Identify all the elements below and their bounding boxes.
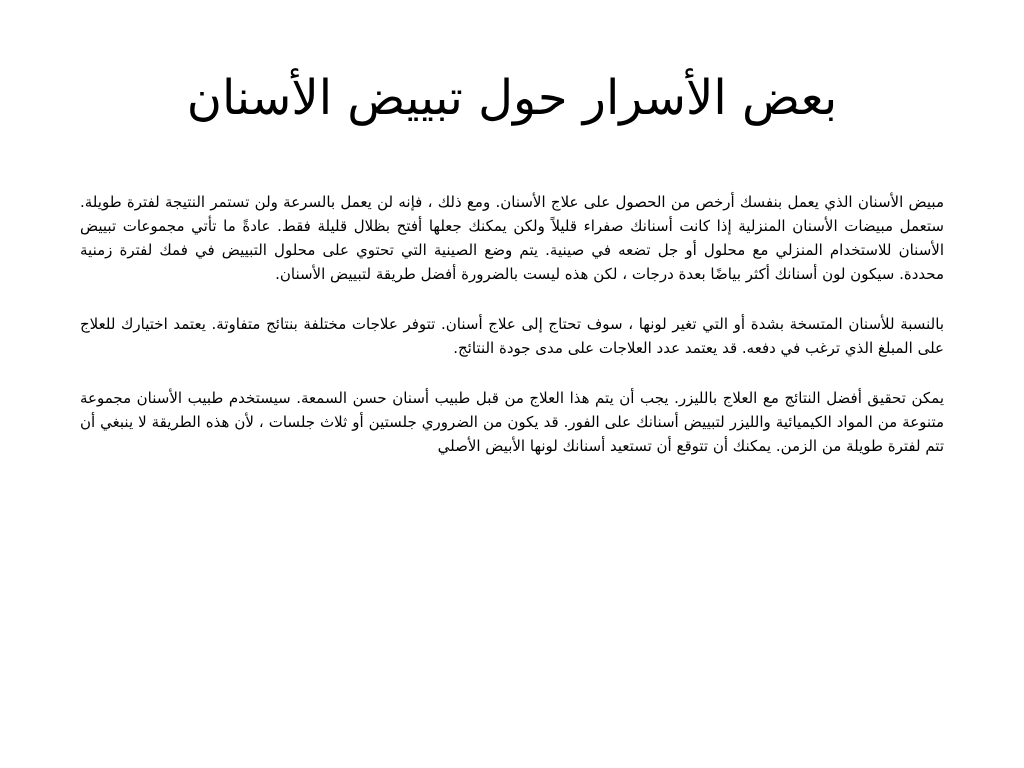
paragraph-3: يمكن تحقيق أفضل النتائج مع العلاج بالليزر. يجب أن يتم هذا العلاج من قبل طبيب أسنان حسن السمعة. سيستخدم طبيب الأسنان مجموعة متنوعة من المواد الكيميائية والليزر لتبييض أسنانك على الفور. قد يكون من الضروري جلستين أو ثلاث جلسات ، لأن هذه الطريقة لا ينبغي أن تتم لفترة طويلة من الزمن. يمكنك أن تتوقع أن تستعيد أسنانك لونها الأبيض الأصلي	[80, 389, 944, 455]
slide-body	[80, 190, 944, 484]
paragraph-1: مبيض الأسنان الذي يعمل بنفسك أرخص من الحصول على علاج الأسنان. ومع ذلك ، فإنه لن يعمل بالسرعة ولن تستمر النتيجة لفترة طويلة. ستعمل مبيضات الأسنان المنزلية إذا كانت أسنانك صفراء قليلاً ولكن يمكنك جعلها أفتح بظلال قليلة فقط. عادةً ما تأتي مجموعات تبييض الأسنان للاستخدام المنزلي مع محلول أو جل تضعه في صينية. يتم وضع الصينية التي تحتوي على محلول التبييض في فمك لفترة زمنية محددة. سيكون لون أسنانك أكثر بياضًا بعدة درجات ، لكن هذه ليست بالضرورة أفضل طريقة لتبييض الأسنان.	[80, 193, 944, 283]
slide-title: بعض الأسرار حول تبييض الأسنان	[186, 70, 838, 126]
paragraph-2: بالنسبة للأسنان المتسخة بشدة أو التي تغير لونها ، سوف تحتاج إلى علاج أسنان. تتوفر علاجات مختلفة بنتائج متفاوتة. يعتمد اختيارك للعلاج على المبلغ الذي ترغب في دفعه. قد يعتمد عدد العلاجات على مدى جودة النتائج.	[80, 315, 944, 357]
